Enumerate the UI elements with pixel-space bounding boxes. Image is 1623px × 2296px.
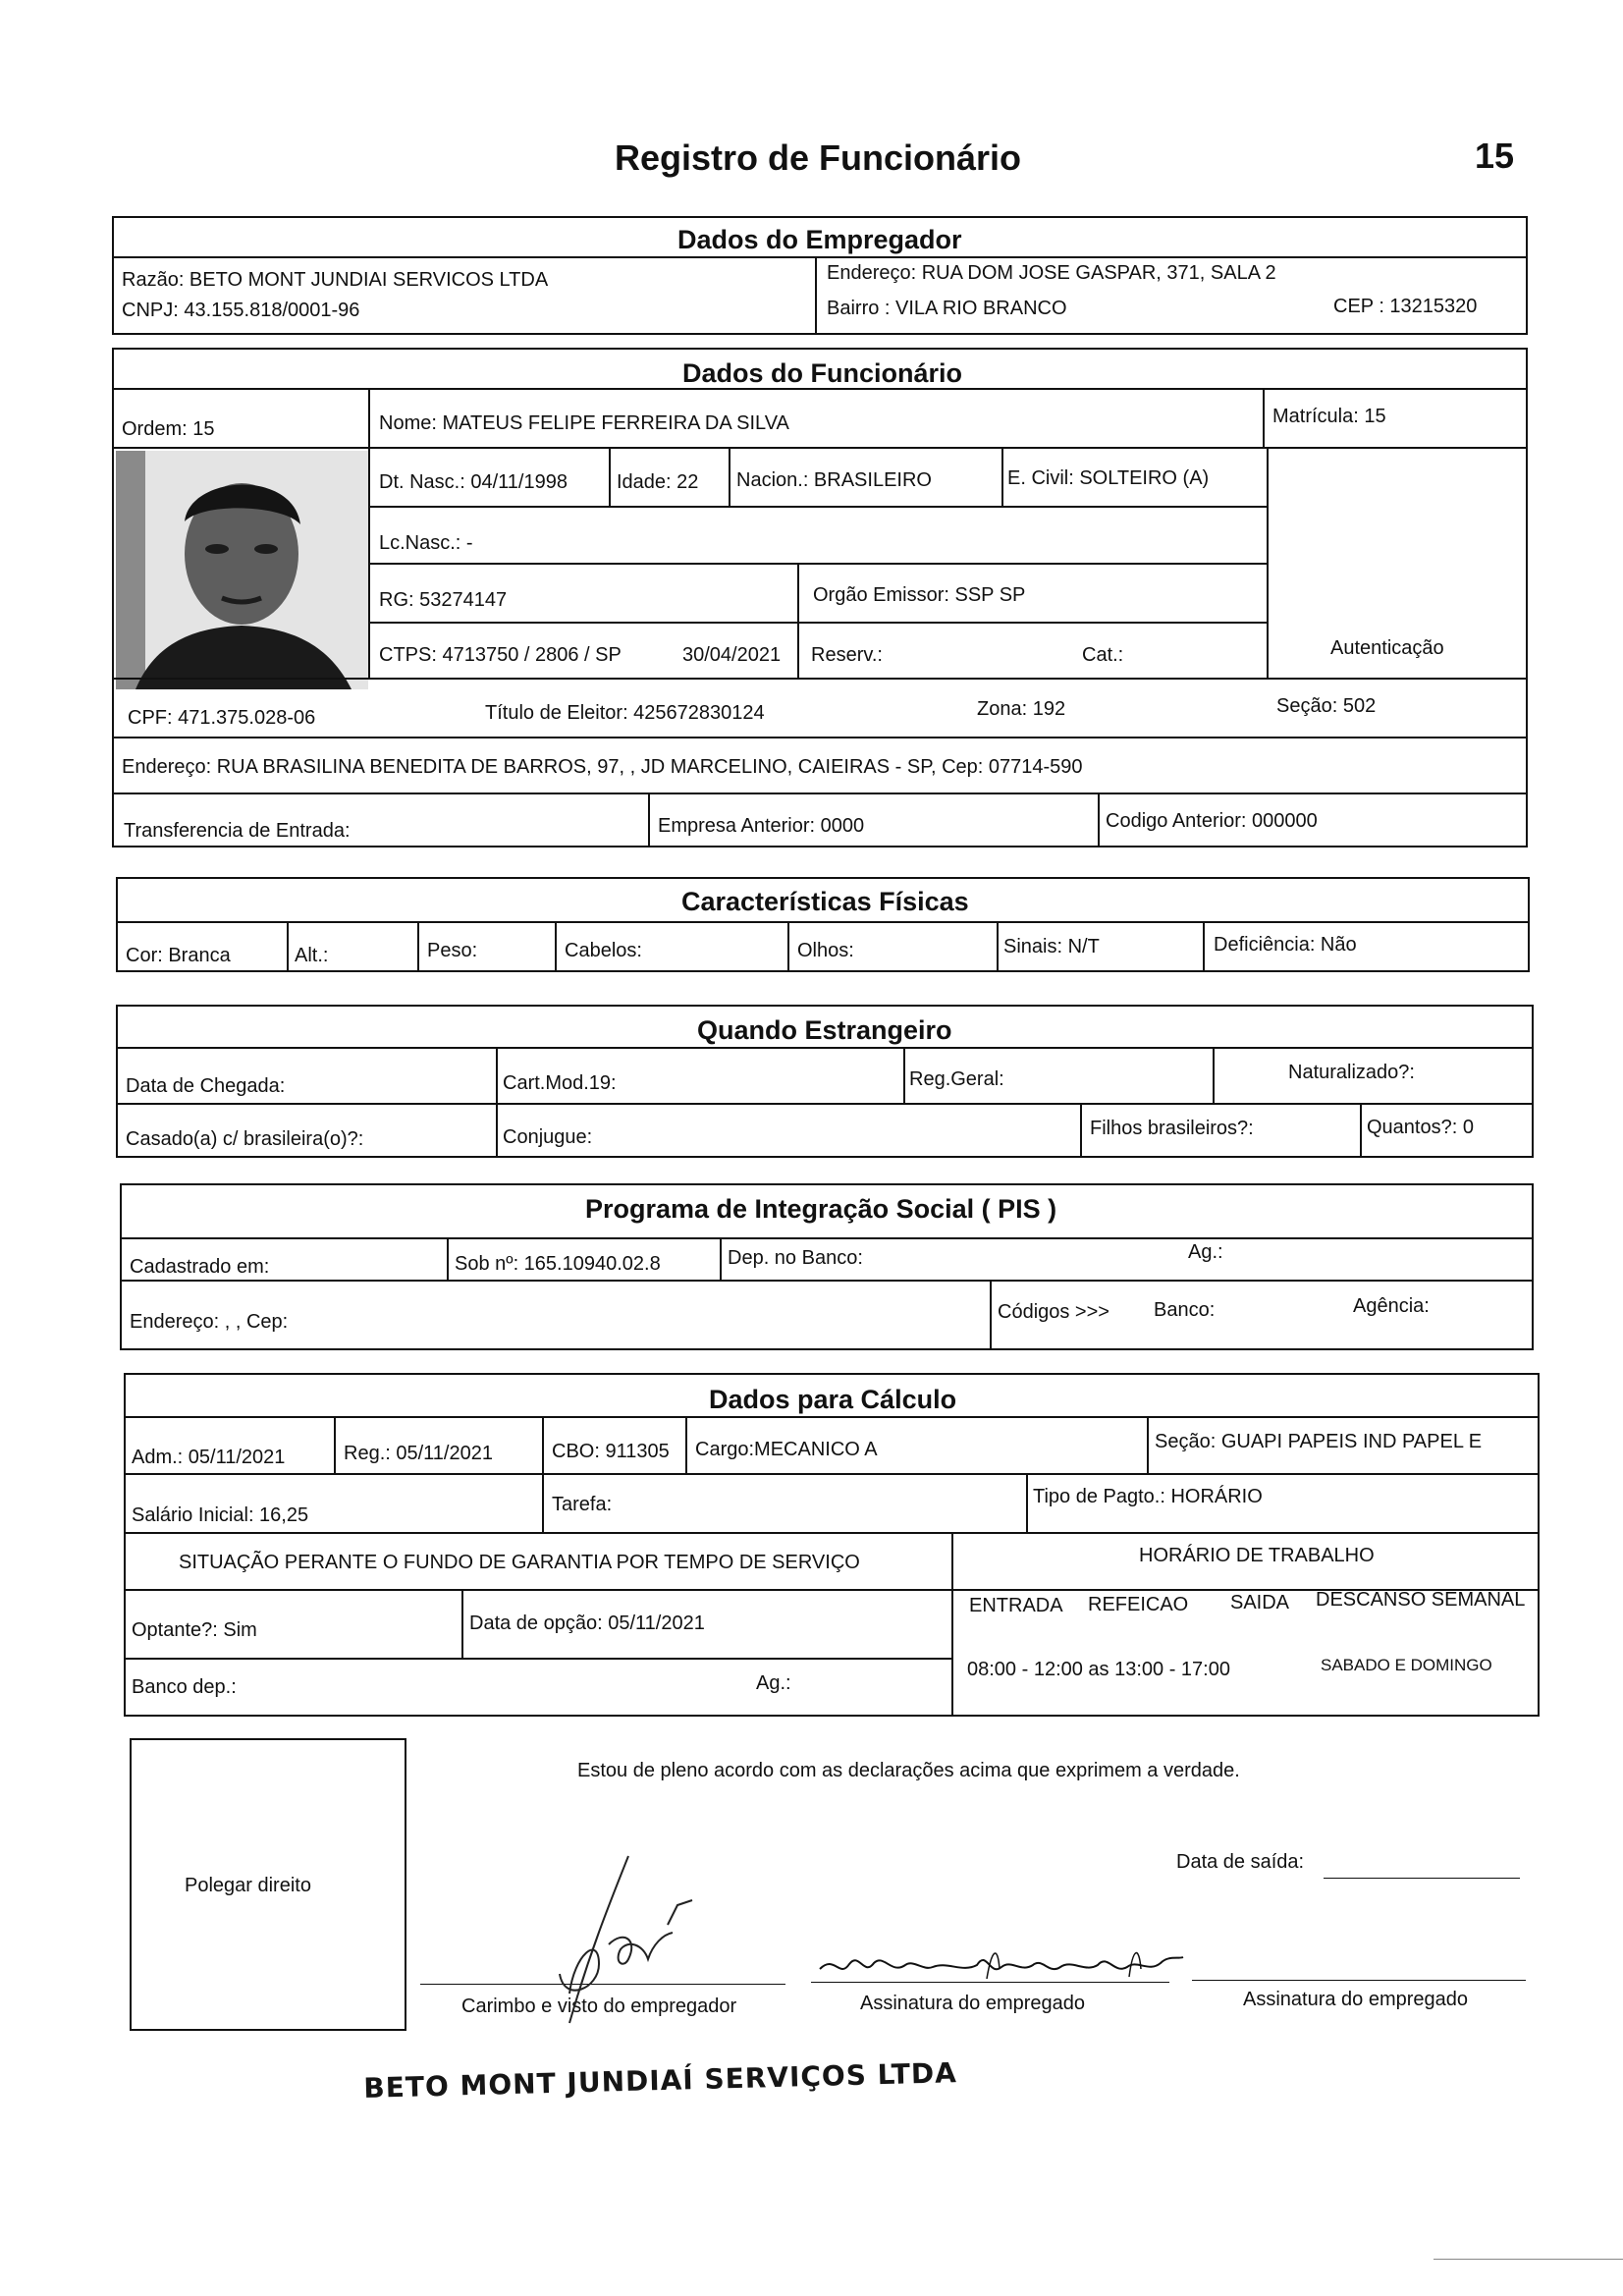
- page-title: Registro de Funcionário: [615, 137, 1022, 178]
- employee-signature-label: Assinatura do empregado: [860, 1993, 1086, 2014]
- physical-cor: Cor: Branca: [126, 945, 231, 966]
- calc-situacao: SITUAÇÃO PERANTE O FUNDO DE GARANTIA POR TEMPO DE SERVIÇO: [179, 1552, 860, 1573]
- employee-name: Nome: MATEUS FELIPE FERREIRA DA SILVA: [379, 412, 789, 434]
- calc-refeicao: REFEICAO: [1088, 1594, 1189, 1615]
- calc-banco-dep: Banco dep.:: [132, 1676, 237, 1698]
- physical-alt: Alt.:: [295, 945, 329, 966]
- pis-cadastrado: Cadastrado em:: [130, 1256, 270, 1278]
- pis-banco: Banco:: [1154, 1299, 1216, 1321]
- calc-secao: Seção: GUAPI PAPEIS IND PAPEL E: [1155, 1431, 1483, 1452]
- employee-ctps-date: 30/04/2021: [682, 644, 782, 666]
- calc-header: Dados para Cálculo: [709, 1385, 957, 1414]
- pis-ag: Ag.:: [1188, 1241, 1223, 1263]
- employer-cnpj: CNPJ: 43.155.818/0001-96: [122, 300, 360, 321]
- employee-transferencia: Transferencia de Entrada:: [124, 820, 351, 842]
- calc-data-opcao: Data de opção: 05/11/2021: [469, 1613, 705, 1634]
- foreigner-naturalizado: Naturalizado?:: [1288, 1062, 1415, 1083]
- employee-titulo: Título de Eleitor: 425672830124: [485, 702, 765, 724]
- pis-agencia: Agência:: [1353, 1295, 1430, 1317]
- employee-matricula: Matrícula: 15: [1272, 406, 1386, 427]
- foreigner-casado: Casado(a) c/ brasileira(o)?:: [126, 1128, 364, 1150]
- page-number: 15: [1475, 136, 1515, 176]
- employee-zona: Zona: 192: [977, 698, 1066, 720]
- calc-horario: HORÁRIO DE TRABALHO: [1139, 1545, 1375, 1566]
- calc-tipo-pagto: Tipo de Pagto.: HORÁRIO: [1033, 1486, 1263, 1507]
- employer-razao: Razão: BETO MONT JUNDIAI SERVICOS LTDA: [122, 269, 549, 291]
- physical-olhos: Olhos:: [797, 940, 854, 961]
- employee-cat: Cat.:: [1082, 644, 1124, 666]
- foreigner-chegada: Data de Chegada:: [126, 1075, 286, 1097]
- employee-ordem: Ordem: 15: [122, 418, 215, 440]
- employee-idade: Idade: 22: [617, 471, 699, 493]
- employee-orgao: Orgão Emissor: SSP SP: [813, 584, 1026, 606]
- employee-codigo-anterior: Codigo Anterior: 000000: [1106, 810, 1318, 832]
- employee-reserv: Reserv.:: [811, 644, 883, 666]
- employee-lc-nasc: Lc.Nasc.: -: [379, 532, 473, 554]
- company-stamp: [363, 2056, 957, 2105]
- physical-sinais: Sinais: N/T: [1003, 936, 1100, 957]
- calc-cbo: CBO: 911305: [552, 1441, 670, 1462]
- calc-adm: Adm.: 05/11/2021: [132, 1447, 286, 1468]
- physical-peso: Peso:: [427, 940, 478, 961]
- pis-dep: Dep. no Banco:: [728, 1247, 863, 1269]
- exit-date-label: Data de saída:: [1176, 1851, 1305, 1873]
- foreigner-conjugue: Conjugue:: [503, 1126, 593, 1148]
- employee-address: Endereço: RUA BRASILINA BENEDITA DE BARROS, 97, , JD MARCELINO, CAIEIRAS - SP, Cep: 07714-590: [122, 756, 1083, 778]
- employer-bairro: Bairro : VILA RIO BRANCO: [827, 298, 1067, 319]
- employer-cep: CEP : 13215320: [1333, 296, 1478, 317]
- calc-descanso-dias: SABADO E DOMINGO: [1321, 1656, 1492, 1674]
- employee-empresa-anterior: Empresa Anterior: 0000: [658, 815, 865, 837]
- employee-cpf: CPF: 471.375.028-06: [128, 707, 316, 729]
- foreigner-header: Quando Estrangeiro: [697, 1015, 952, 1045]
- physical-cabelos: Cabelos:: [565, 940, 642, 961]
- employee-autenticacao: Autenticação: [1330, 637, 1444, 659]
- foreigner-quantos: Quantos?: 0: [1367, 1117, 1474, 1138]
- pis-sob: Sob nº: 165.10940.02.8: [455, 1253, 661, 1275]
- calc-cargo: Cargo:MECANICO A: [695, 1439, 878, 1460]
- employee-dt-nasc: Dt. Nasc.: 04/11/1998: [379, 471, 568, 493]
- pis-codigos: Códigos >>>: [998, 1301, 1109, 1323]
- employee-secao: Seção: 502: [1276, 695, 1377, 717]
- physical-header: Características Físicas: [681, 887, 969, 916]
- employer-address: Endereço: RUA DOM JOSE GASPAR, 371, SALA 2: [827, 262, 1276, 284]
- scan-edge-line: [1434, 2259, 1623, 2260]
- employee-ctps: CTPS: 4713750 / 2806 / SP: [379, 644, 622, 666]
- employer-header: Dados do Empregador: [677, 225, 962, 254]
- employee-signature-label-2: Assinatura do empregado: [1243, 1989, 1469, 2010]
- calc-tarefa: Tarefa:: [552, 1494, 613, 1515]
- employee-nacion: Nacion.: BRASILEIRO: [736, 469, 932, 491]
- employee-handwritten-signature: [815, 1940, 1188, 1989]
- calc-salario: Salário Inicial: 16,25: [132, 1504, 309, 1526]
- calc-saida: SAIDA: [1230, 1592, 1290, 1613]
- calc-optante: Optante?: Sim: [132, 1619, 257, 1641]
- employer-signature-mark: [530, 1846, 707, 2043]
- calc-horas: 08:00 - 12:00 as 13:00 - 17:00: [967, 1659, 1230, 1680]
- employee-photo: [116, 451, 368, 689]
- physical-deficiencia: Deficiência: Não: [1214, 934, 1357, 956]
- employee-header: Dados do Funcionário: [682, 358, 963, 388]
- employee-ecivil: E. Civil: SOLTEIRO (A): [1007, 467, 1210, 489]
- foreigner-reg-geral: Reg.Geral:: [909, 1068, 1004, 1090]
- employer-stamp-label: Carimbo e visto do empregador: [461, 1995, 737, 2017]
- calc-ag: Ag.:: [756, 1672, 791, 1694]
- employee-rg: RG: 53274147: [379, 589, 508, 611]
- thumbprint-label: Polegar direito: [185, 1875, 311, 1896]
- foreigner-filhos: Filhos brasileiros?:: [1090, 1118, 1254, 1139]
- calc-entrada: ENTRADA: [969, 1595, 1063, 1616]
- company-stamp-text: BETO MONT JUNDIAÍ SERVIÇOS LTDA: [363, 2056, 958, 2105]
- pis-header: Programa de Integração Social ( PIS ): [585, 1194, 1057, 1224]
- calc-descanso: DESCANSO SEMANAL: [1316, 1589, 1526, 1611]
- declaration-text: Estou de pleno acordo com as declarações acima que exprimem a verdade.: [577, 1760, 1240, 1781]
- pis-endereco: Endereço: , , Cep:: [130, 1311, 289, 1333]
- foreigner-cart: Cart.Mod.19:: [503, 1072, 617, 1094]
- calc-reg: Reg.: 05/11/2021: [344, 1443, 493, 1464]
